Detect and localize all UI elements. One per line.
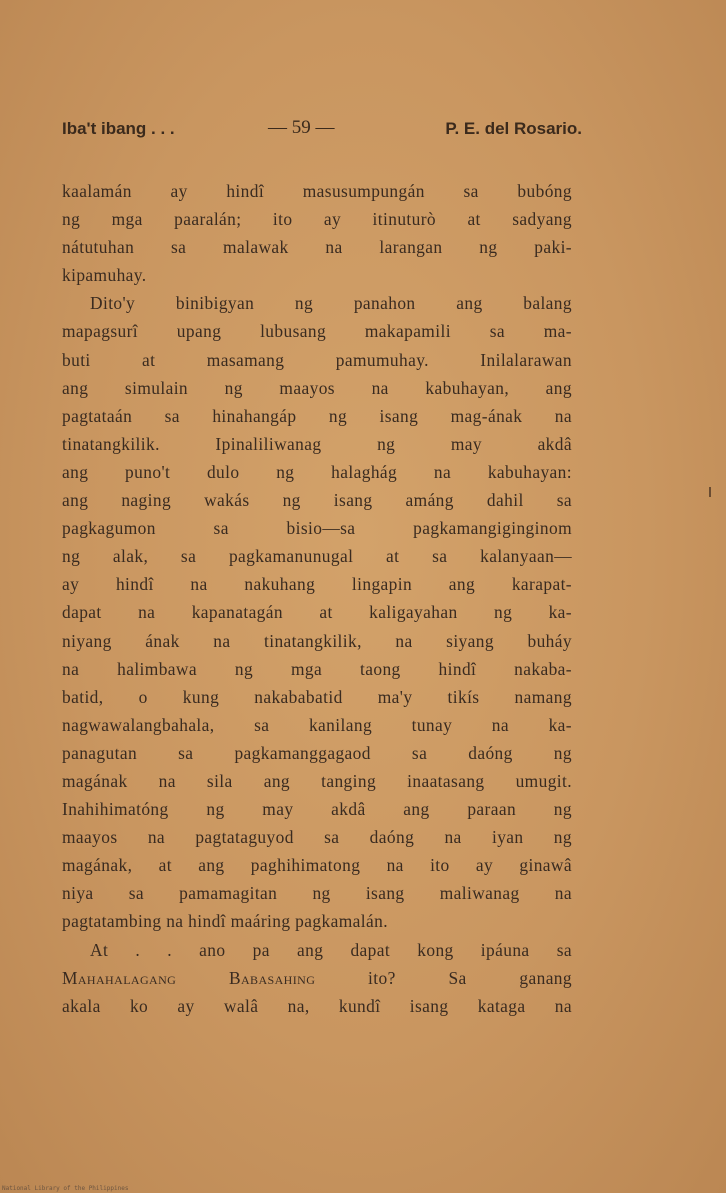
text-line: magának na sila ang tanging inaatasang umugit. (62, 770, 572, 791)
text-line: batid, o kung nakababatid ma'y tikís namang (62, 686, 572, 707)
text-line: Inahihimatóng ng may akdâ ang paraan ng (62, 799, 572, 820)
margin-mark (709, 487, 711, 497)
text-line: ang simulain ng maayos na kabuhayan, ang (62, 377, 572, 398)
text-line: ng alak, sa pagkamanunugal at sa kalanyaan— (62, 546, 572, 567)
text-line: nátutuhan sa malawak na larangan ng paki- (62, 237, 572, 258)
text-line (62, 964, 572, 992)
text-line: pagkagumon sa bisio—sa pagkamangiginginom (62, 518, 572, 539)
text-line: ang naging wakás ng isang amáng dahil sa (62, 490, 572, 511)
text-line: pagtatambing na hindî maáring pagkamalán. (62, 911, 388, 932)
running-header (62, 119, 582, 145)
text-line: mapagsurî upang lubusang makapamili sa ma- (62, 321, 572, 342)
text-line: na halimbawa ng mga taong hindî nakaba- (62, 658, 572, 679)
text-fragment: ito? Sa ganang (315, 967, 572, 988)
text-line: kipamuhay. (62, 265, 147, 286)
text-line: maayos na pagtataguyod sa daóng na iyan ng (62, 827, 572, 848)
text-line: panagutan sa pagkamanggagaod sa daóng ng (62, 742, 572, 763)
text-line: dapat na kapanatagán at kaligayahan ng ka- (62, 602, 572, 623)
header-author: P. E. del Rosario. (445, 119, 582, 138)
text-line: pagtataán sa hinahangáp ng isang mag-ának na (62, 405, 572, 426)
text-line: buti at masamang pamumuhay. Inilalarawan (62, 349, 572, 370)
body-text (62, 177, 572, 1020)
text-line: ay hindî na nakuhang lingapin ang karapat- (62, 574, 572, 595)
book-title-smallcaps: Mahahalagang Babasahing (62, 967, 316, 988)
text-line: nagwawalangbahala, sa kanilang tunay na ka- (62, 714, 572, 735)
text-line: niya sa pamamagitan ng isang maliwanag na (62, 883, 572, 904)
text-line: Dito'y binibigyan ng panahon ang balang (90, 293, 572, 314)
text-line: magának, at ang paghihimatong na ito ay ginawâ (62, 855, 572, 876)
page-number: — 59 — (268, 117, 335, 138)
text-line: akala ko ay walâ na, kundî isang kataga na (62, 995, 572, 1016)
text-line: At . . ano pa ang dapat kong ipáuna sa (90, 939, 572, 960)
header-short-title: Iba't ibang . . . (62, 119, 175, 138)
library-credit: National Library of the Philippines (2, 1185, 129, 1192)
text-line: tinatangkilik. Ipinaliliwanag ng may akdâ (62, 433, 572, 454)
text-line: ng mga paaralán; ito ay itinuturò at sadyang (62, 209, 572, 230)
text-line: niyang ának na tinatangkilik, na siyang buháy (62, 630, 572, 651)
text-line: kaalamán ay hindî masusumpungán sa bubóng (62, 181, 572, 201)
text-line: ang puno't dulo ng halaghág na kabuhayan: (62, 461, 572, 482)
